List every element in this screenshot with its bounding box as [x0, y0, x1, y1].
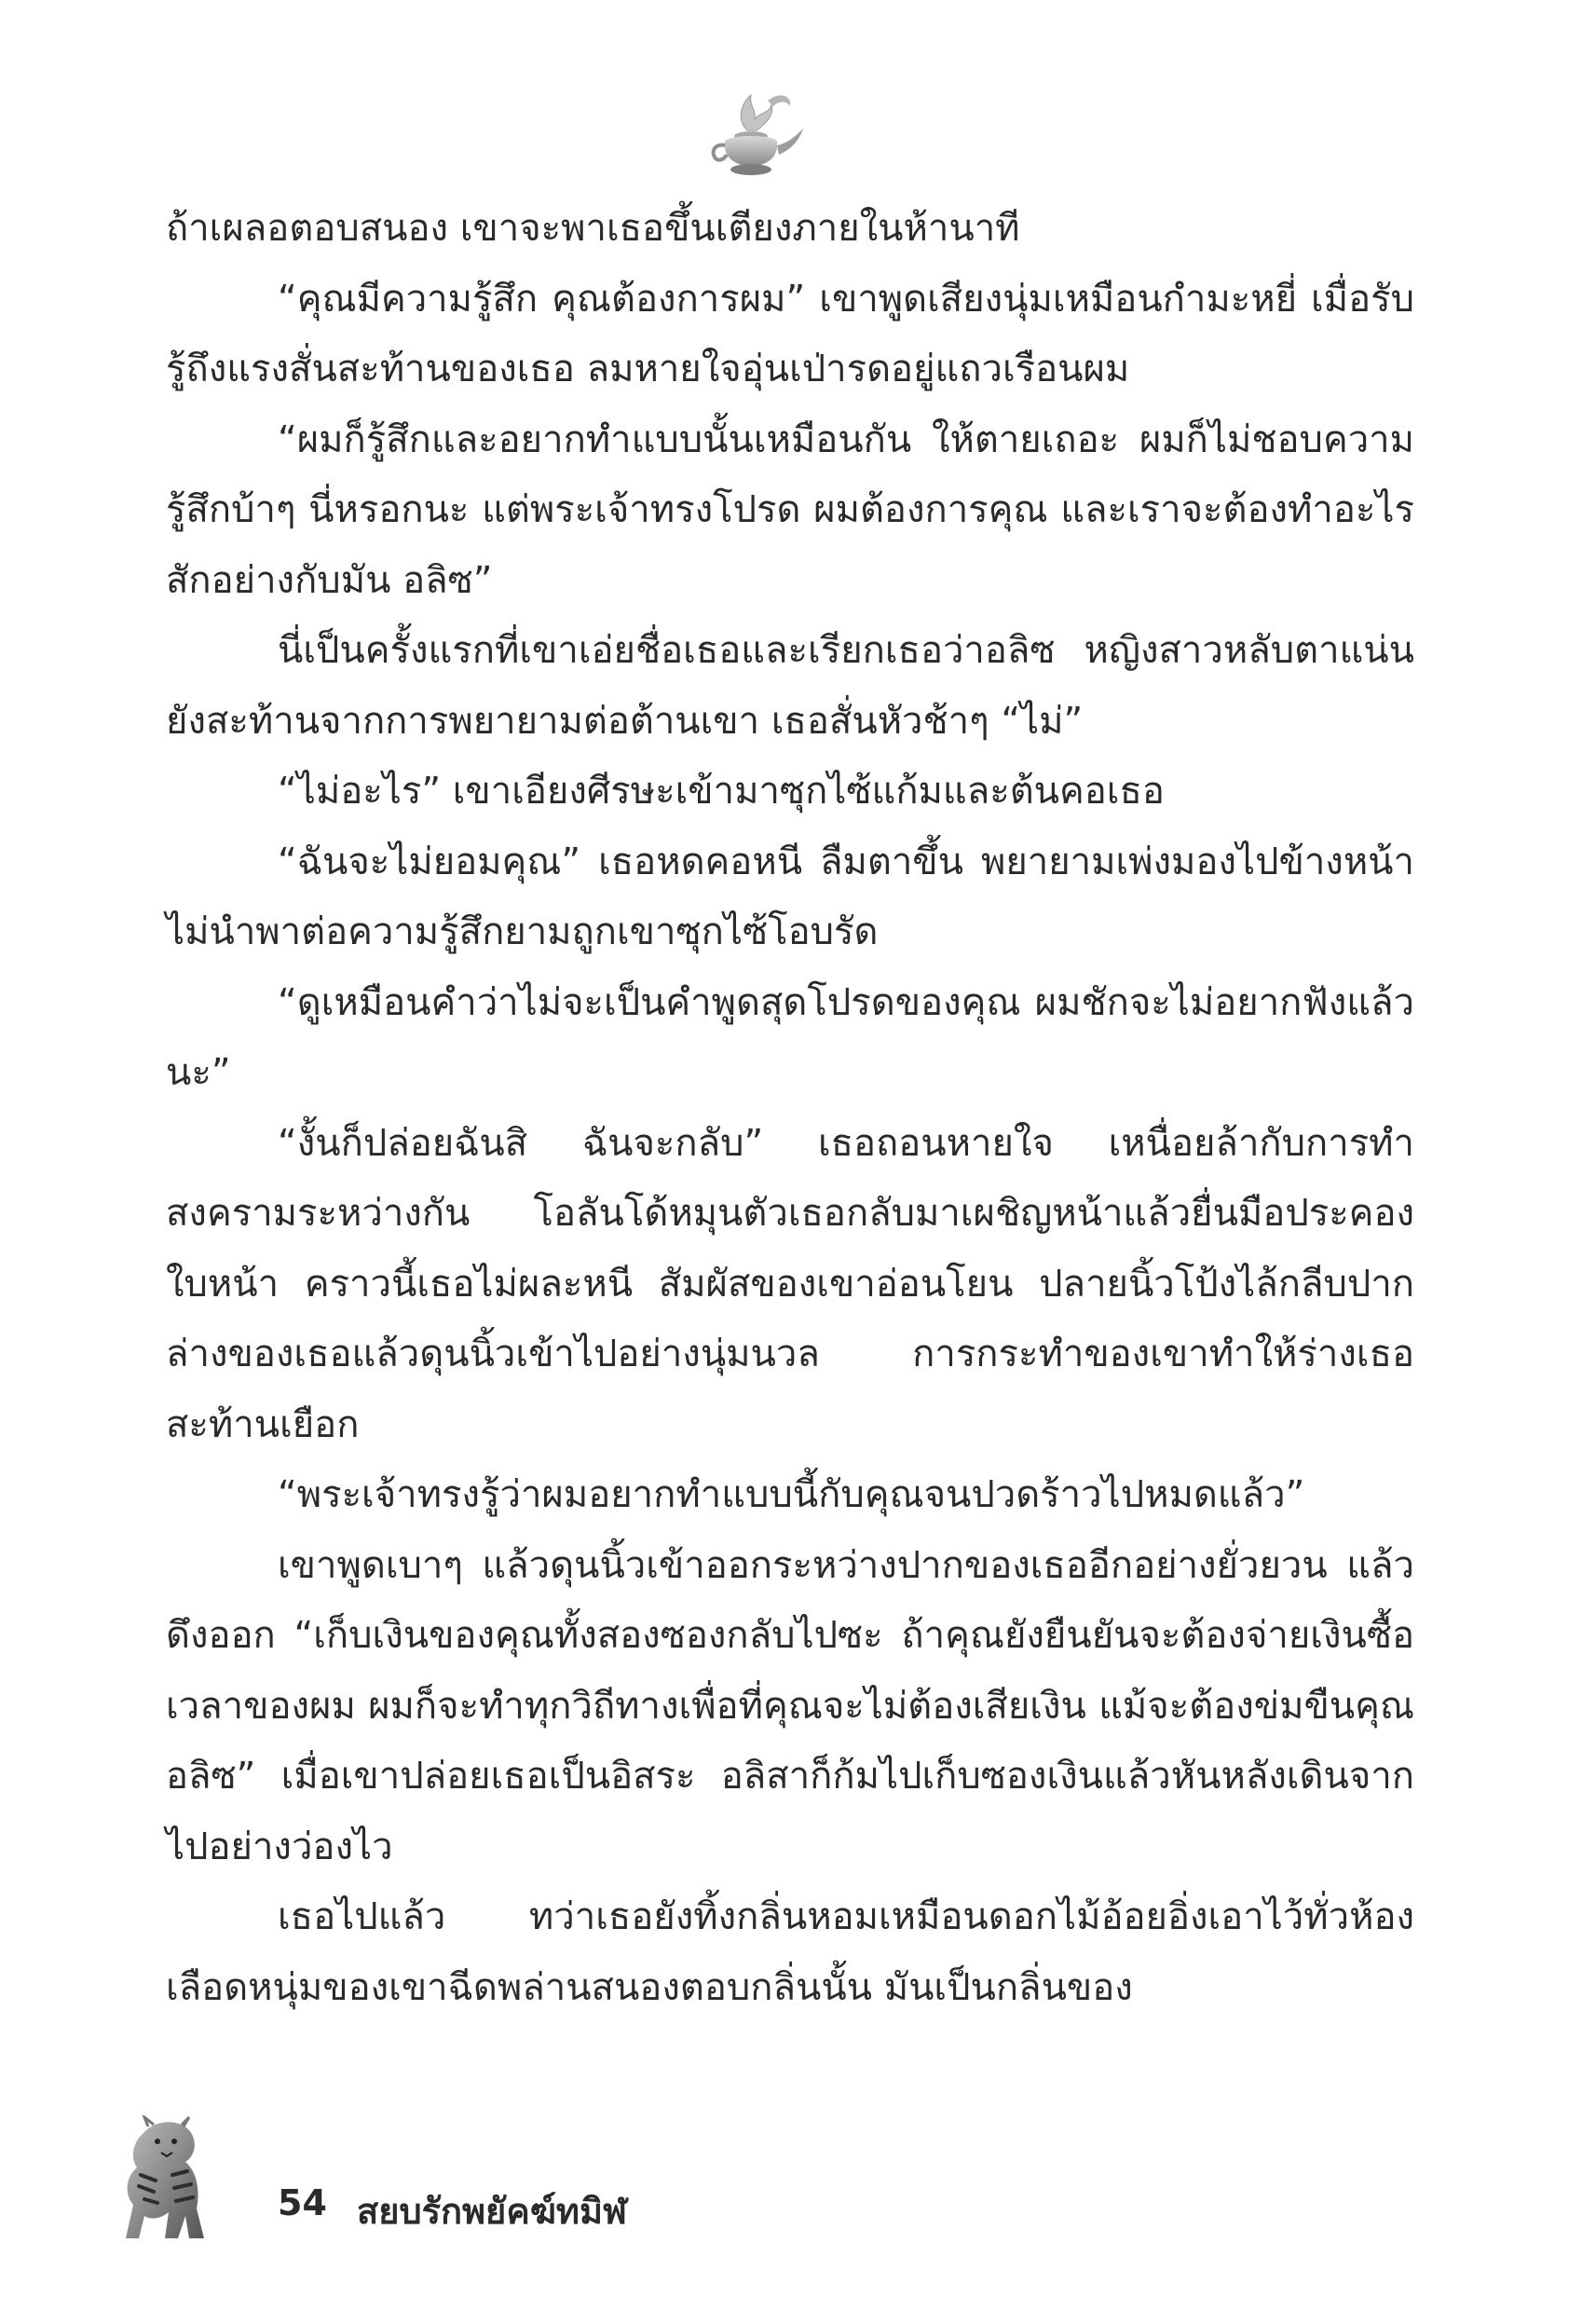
paragraph: “คุณมีความรู้สึก คุณต้องการผม” เขาพูดเสียงนุ่มเหมือนกำมะหยี่ เมื่อรับรู้ถึงแรงสั่นสะท้านของเธอ ลมหายใจอุ่นเป่ารดอยู่แถวเรือนผม — [166, 277, 1414, 390]
genie-lamp-icon — [689, 82, 811, 180]
paragraph: “ผมก็รู้สึกและอยากทำแบบนั้นเหมือนกัน ให้ตายเถอะ ผมก็ไม่ชอบความรู้สึกบ้าๆ นี่หรอกนะ แต่พระเจ้าทรงโปรด ผมต้องการคุณ และเราจะต้องทำอะไรสักอย่างกับมัน อลิซ” — [166, 417, 1414, 602]
page-footer — [107, 2115, 853, 2246]
book-title: สยบรักพยัคฆ์ทมิฬ — [357, 2191, 628, 2232]
paragraph: “งั้นก็ปล่อยฉันสิ ฉันจะกลับ” เธอถอนหายใจ เหนื่อยล้ากับการทำสงครามระหว่างกัน โอลันโด้หมุนตัวเธอกลับมาเผชิญหน้าแล้วยื่นมือประคองใบหน้า คราวนี้เธอไม่ผละหนี สัมผัสของเขาอ่อนโยน ปลายนิ้วโป้งไล้กลีบปากล่างของเธอแล้วดุนนิ้วเข้าไปอย่างนุ่มนวล การกระทำของเขาทำให้ร่างเธอสะท้านเยือก — [166, 1121, 1414, 1446]
paragraph: “ดูเหมือนคำว่าไม่จะเป็นคำพูดสุดโปรดของคุณ ผมชักจะไม่อยากฟังแล้วนะ” — [166, 980, 1414, 1094]
body-text — [166, 194, 1414, 2023]
paragraph: เธอไปแล้ว ทว่าเธอยังทิ้งกลิ่นหอมเหมือนดอกไม้อ้อยอิ่งเอาไว้ทั่วห้อง เลือดหนุ่มของเขาฉีดพล่านสนองตอบกลิ่นนั้น มันเป็นกลิ่นของ — [166, 1895, 1414, 2009]
paragraph: “พระเจ้าทรงรู้ว่าผมอยากทำแบบนี้กับคุณจนปวดร้าวไปหมดแล้ว” — [278, 1473, 1305, 1516]
paragraph: “ฉันจะไม่ยอมคุณ” เธอหดคอหนี ลืมตาขึ้น พยายามเพ่งมองไปข้างหน้า ไม่นำพาต่อความรู้สึกยามถูกเขาซุกไซ้โอบรัด — [166, 840, 1414, 953]
paragraph: “ไม่อะไร” เขาเอียงศีรษะเข้ามาซุกไซ้แก้มและต้นคอเธอ — [278, 770, 1165, 813]
paragraph: นี่เป็นครั้งแรกที่เขาเอ่ยชื่อเธอและเรียกเธอว่าอลิซ หญิงสาวหลับตาแน่น ยังสะท้านจากการพยายามต่อต้านเขา เธอสั่นหัวช้าๆ “ไม่” — [166, 629, 1414, 743]
tiger-icon — [107, 2115, 256, 2246]
paragraph: เขาพูดเบาๆ แล้วดุนนิ้วเข้าออกระหว่างปากของเธออีกอย่างยั่วยวน แล้วดึงออก “เก็บเงินของคุณทั้งสองซองกลับไปซะ ถ้าคุณยังยืนยันจะต้องจ่ายเงินซื้อเวลาของผม ผมก็จะทำทุกวิถีทางเพื่อที่คุณจะไม่ต้องเสียเงิน แม้จะต้องข่มขืนคุณ อลิซ” เมื่อเขาปล่อยเธอเป็นอิสระ อลิสาก็ก้มไปเก็บซองเงินแล้วหันหลังเดินจากไปอย่างว่องไว — [166, 1543, 1414, 1868]
paragraph: ถ้าเผลอตอบสนอง เขาจะพาเธอขึ้นเตียงภายในห้านาที — [166, 207, 1020, 250]
page-number: 54 — [278, 2182, 327, 2223]
